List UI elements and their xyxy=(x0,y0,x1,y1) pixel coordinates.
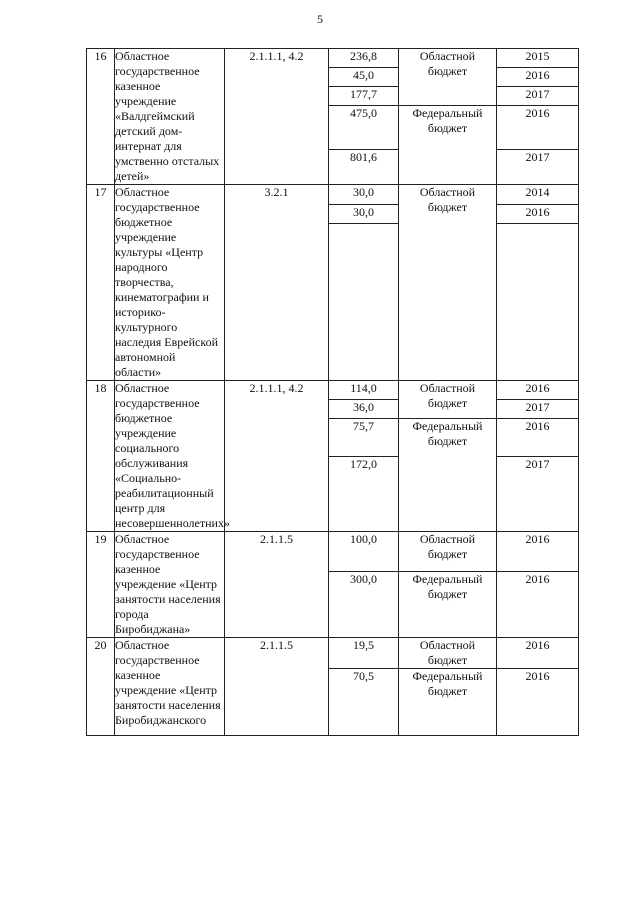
organization-name: Областное государственное казенное учреждение «Валдгеймский детский дом-интернат для умственно отсталых детей» xyxy=(115,49,225,185)
program-code: 2.1.1.1, 4.2 xyxy=(225,49,329,185)
funding-source: Федеральный бюджет xyxy=(399,106,497,185)
amount-cell: 114,0 xyxy=(329,381,399,400)
table-row xyxy=(87,381,579,400)
amount-cell: 177,7 xyxy=(329,87,399,106)
amount-cell: 100,0 xyxy=(329,532,399,572)
year-cell: 2014 xyxy=(497,185,579,205)
funding-table xyxy=(86,48,579,736)
program-code: 2.1.1.5 xyxy=(225,638,329,736)
funding-source: Областной бюджет xyxy=(399,532,497,572)
empty-amount-cell xyxy=(329,224,399,381)
year-cell: 2017 xyxy=(497,150,579,185)
amount-cell: 172,0 xyxy=(329,457,399,532)
year-cell: 2016 xyxy=(497,419,579,457)
amount-cell: 19,5 xyxy=(329,638,399,669)
year-cell: 2017 xyxy=(497,457,579,532)
funding-source: Федеральный бюджет xyxy=(399,572,497,638)
table-row xyxy=(87,532,579,572)
amount-cell: 475,0 xyxy=(329,106,399,150)
program-code: 3.2.1 xyxy=(225,185,329,381)
year-cell: 2016 xyxy=(497,572,579,638)
organization-name: Областное государственное бюджетное учреждение культуры «Центр народного творчества, кинематографии и историко-культурного наследия Еврейской автономной области» xyxy=(115,185,225,381)
table-row xyxy=(87,638,579,669)
year-cell: 2017 xyxy=(497,400,579,419)
row-number: 19 xyxy=(87,532,115,638)
amount-cell: 75,7 xyxy=(329,419,399,457)
year-cell: 2016 xyxy=(497,68,579,87)
year-cell: 2016 xyxy=(497,204,579,224)
row-number: 16 xyxy=(87,49,115,185)
amount-cell: 30,0 xyxy=(329,185,399,205)
amount-cell: 801,6 xyxy=(329,150,399,185)
funding-source: Областной бюджет xyxy=(399,49,497,106)
organization-name: Областное государственное казенное учреждение «Центр занятости населения Биробиджанского xyxy=(115,638,225,736)
row-number: 18 xyxy=(87,381,115,532)
table-row xyxy=(87,49,579,68)
amount-cell: 236,8 xyxy=(329,49,399,68)
year-cell: 2016 xyxy=(497,106,579,150)
year-cell: 2017 xyxy=(497,87,579,106)
year-cell: 2016 xyxy=(497,532,579,572)
amount-cell: 45,0 xyxy=(329,68,399,87)
year-cell: 2016 xyxy=(497,638,579,669)
funding-source: Областной бюджет xyxy=(399,185,497,381)
program-code: 2.1.1.5 xyxy=(225,532,329,638)
organization-name: Областное государственное бюджетное учреждение социального обслуживания «Социально-реабилитационный центр для несовершеннолетних» xyxy=(115,381,230,530)
year-cell: 2016 xyxy=(497,669,579,736)
row-number: 20 xyxy=(87,638,115,736)
funding-source: Областной бюджет xyxy=(399,381,497,419)
amount-cell: 30,0 xyxy=(329,204,399,224)
program-code: 2.1.1.1, 4.2 xyxy=(225,381,329,532)
year-cell: 2015 xyxy=(497,49,579,68)
row-number: 17 xyxy=(87,185,115,381)
page-number: 5 xyxy=(317,12,323,26)
table-row xyxy=(87,185,579,205)
amount-cell: 70,5 xyxy=(329,669,399,736)
funding-source: Федеральный бюджет xyxy=(399,669,497,736)
amount-cell: 300,0 xyxy=(329,572,399,638)
year-cell: 2016 xyxy=(497,381,579,400)
organization-name: Областное государственное казенное учреждение «Центр занятости населения города Биробиджана» xyxy=(115,532,225,638)
amount-cell: 36,0 xyxy=(329,400,399,419)
empty-year-cell xyxy=(497,224,579,381)
funding-source: Областной бюджет xyxy=(399,638,497,669)
funding-source: Федеральный бюджет xyxy=(399,419,497,532)
